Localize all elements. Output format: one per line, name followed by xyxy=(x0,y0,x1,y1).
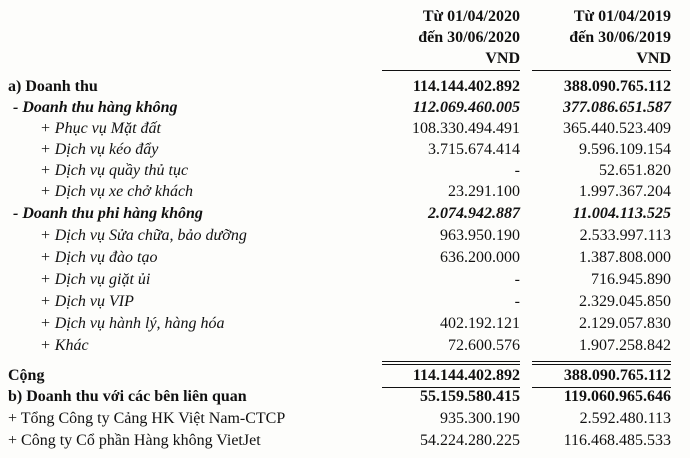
value-2020: 935.300.190 xyxy=(440,410,520,427)
header-rule-2019 xyxy=(532,70,671,71)
row-label: + Dịch vụ VIP xyxy=(40,293,134,310)
value-2019: 716.945.890 xyxy=(591,271,671,288)
row-label: + Dịch vụ Sửa chữa, bảo dưỡng xyxy=(40,227,247,244)
table-row xyxy=(0,160,690,182)
value-2020: 114.144.402.892 xyxy=(412,78,520,95)
row-label: + Dịch vụ đào tạo xyxy=(40,249,158,266)
value-2019: 365.440.523.409 xyxy=(563,120,671,137)
header-period-start: Từ 01/04/2020 xyxy=(422,8,520,25)
row-label: + Dịch vụ kéo đẩy xyxy=(40,141,159,158)
row-label: + Khác xyxy=(40,337,89,354)
row-label: a) Doanh thu xyxy=(8,78,98,95)
row-label: + Dịch vụ xe chở khách xyxy=(40,183,194,200)
value-2019: 1.387.808.000 xyxy=(579,249,671,266)
column-header-2020 xyxy=(380,6,520,69)
value-2019: 116.468.485.533 xyxy=(563,432,671,449)
row-label: + Công ty Cổ phần Hàng không VietJet xyxy=(8,432,261,449)
header-unit: VND xyxy=(485,50,520,67)
value-2019: 11.004.113.525 xyxy=(572,205,671,222)
value-2020: - xyxy=(514,162,520,179)
row-label: + Dịch vụ giặt ủi xyxy=(40,271,151,288)
value-2019: 388.090.765.112 xyxy=(563,367,671,384)
value-2020: 108.330.494.491 xyxy=(412,120,520,137)
table-row xyxy=(0,430,690,452)
row-label: + Tổng Công ty Cảng HK Việt Nam-CTCP xyxy=(8,410,286,427)
header-period-end: đến 30/06/2019 xyxy=(569,29,671,46)
value-2019: 2.129.057.830 xyxy=(579,315,671,332)
row-label: Cộng xyxy=(8,367,45,384)
header-period-end: đến 30/06/2020 xyxy=(418,29,520,46)
table-row-non-aviation-revenue xyxy=(0,203,690,225)
table-row-total xyxy=(0,365,690,387)
table-row xyxy=(0,118,690,140)
header-unit: VND xyxy=(636,50,671,67)
table-row-related-party-revenue xyxy=(0,386,690,408)
table-row xyxy=(0,408,690,430)
row-label: + Dịch vụ quầy thủ tục xyxy=(40,162,189,179)
table-row-aviation-revenue xyxy=(0,97,690,119)
value-2019: 388.090.765.112 xyxy=(563,78,671,95)
total-rule-2020 xyxy=(382,361,520,362)
table-row xyxy=(0,291,690,313)
value-2020: 402.192.121 xyxy=(440,315,520,332)
table-row xyxy=(0,247,690,269)
table-row xyxy=(0,139,690,161)
value-2020: 23.291.100 xyxy=(448,183,520,200)
table-row xyxy=(0,313,690,335)
row-label: + Dịch vụ hành lý, hàng hóa xyxy=(40,315,225,332)
value-2019: 9.596.109.154 xyxy=(579,141,671,158)
value-2020: 2.074.942.887 xyxy=(428,205,520,222)
table-row xyxy=(0,225,690,247)
value-2020: 114.144.402.892 xyxy=(412,367,520,384)
value-2019: 1.997.367.204 xyxy=(579,183,671,200)
value-2020: 54.224.280.225 xyxy=(420,432,520,449)
row-label: b) Doanh thu với các bên liên quan xyxy=(8,388,247,405)
column-header-2019 xyxy=(530,6,671,69)
value-2020: - xyxy=(514,293,520,310)
table-row-revenue xyxy=(0,76,690,98)
row-label: - Doanh thu hàng không xyxy=(13,99,178,116)
value-2020: 55.159.580.415 xyxy=(420,388,520,405)
table-row xyxy=(0,335,690,357)
value-2019: 1.907.258.842 xyxy=(579,337,671,354)
row-label: - Doanh thu phi hàng không xyxy=(13,205,203,222)
header-period-start: Từ 01/04/2019 xyxy=(573,8,671,25)
table-row xyxy=(0,181,690,203)
value-2020: 963.950.190 xyxy=(440,227,520,244)
table-row xyxy=(0,269,690,291)
value-2019: 119.060.965.646 xyxy=(563,388,671,405)
header-rule-2020 xyxy=(382,70,520,71)
value-2020: 3.715.674.414 xyxy=(428,141,520,158)
value-2020: 636.200.000 xyxy=(440,249,520,266)
value-2019: 2.533.997.113 xyxy=(579,227,671,244)
total-rule-2019 xyxy=(532,361,671,362)
value-2019: 2.592.480.113 xyxy=(579,410,671,427)
value-2020: 112.069.460.005 xyxy=(412,99,520,116)
value-2020: - xyxy=(514,271,520,288)
row-label: + Phục vụ Mặt đất xyxy=(40,120,161,137)
value-2019: 52.651.820 xyxy=(599,162,671,179)
value-2019: 2.329.045.850 xyxy=(579,293,671,310)
value-2019: 377.086.651.587 xyxy=(563,99,671,116)
value-2020: 72.600.576 xyxy=(448,337,520,354)
